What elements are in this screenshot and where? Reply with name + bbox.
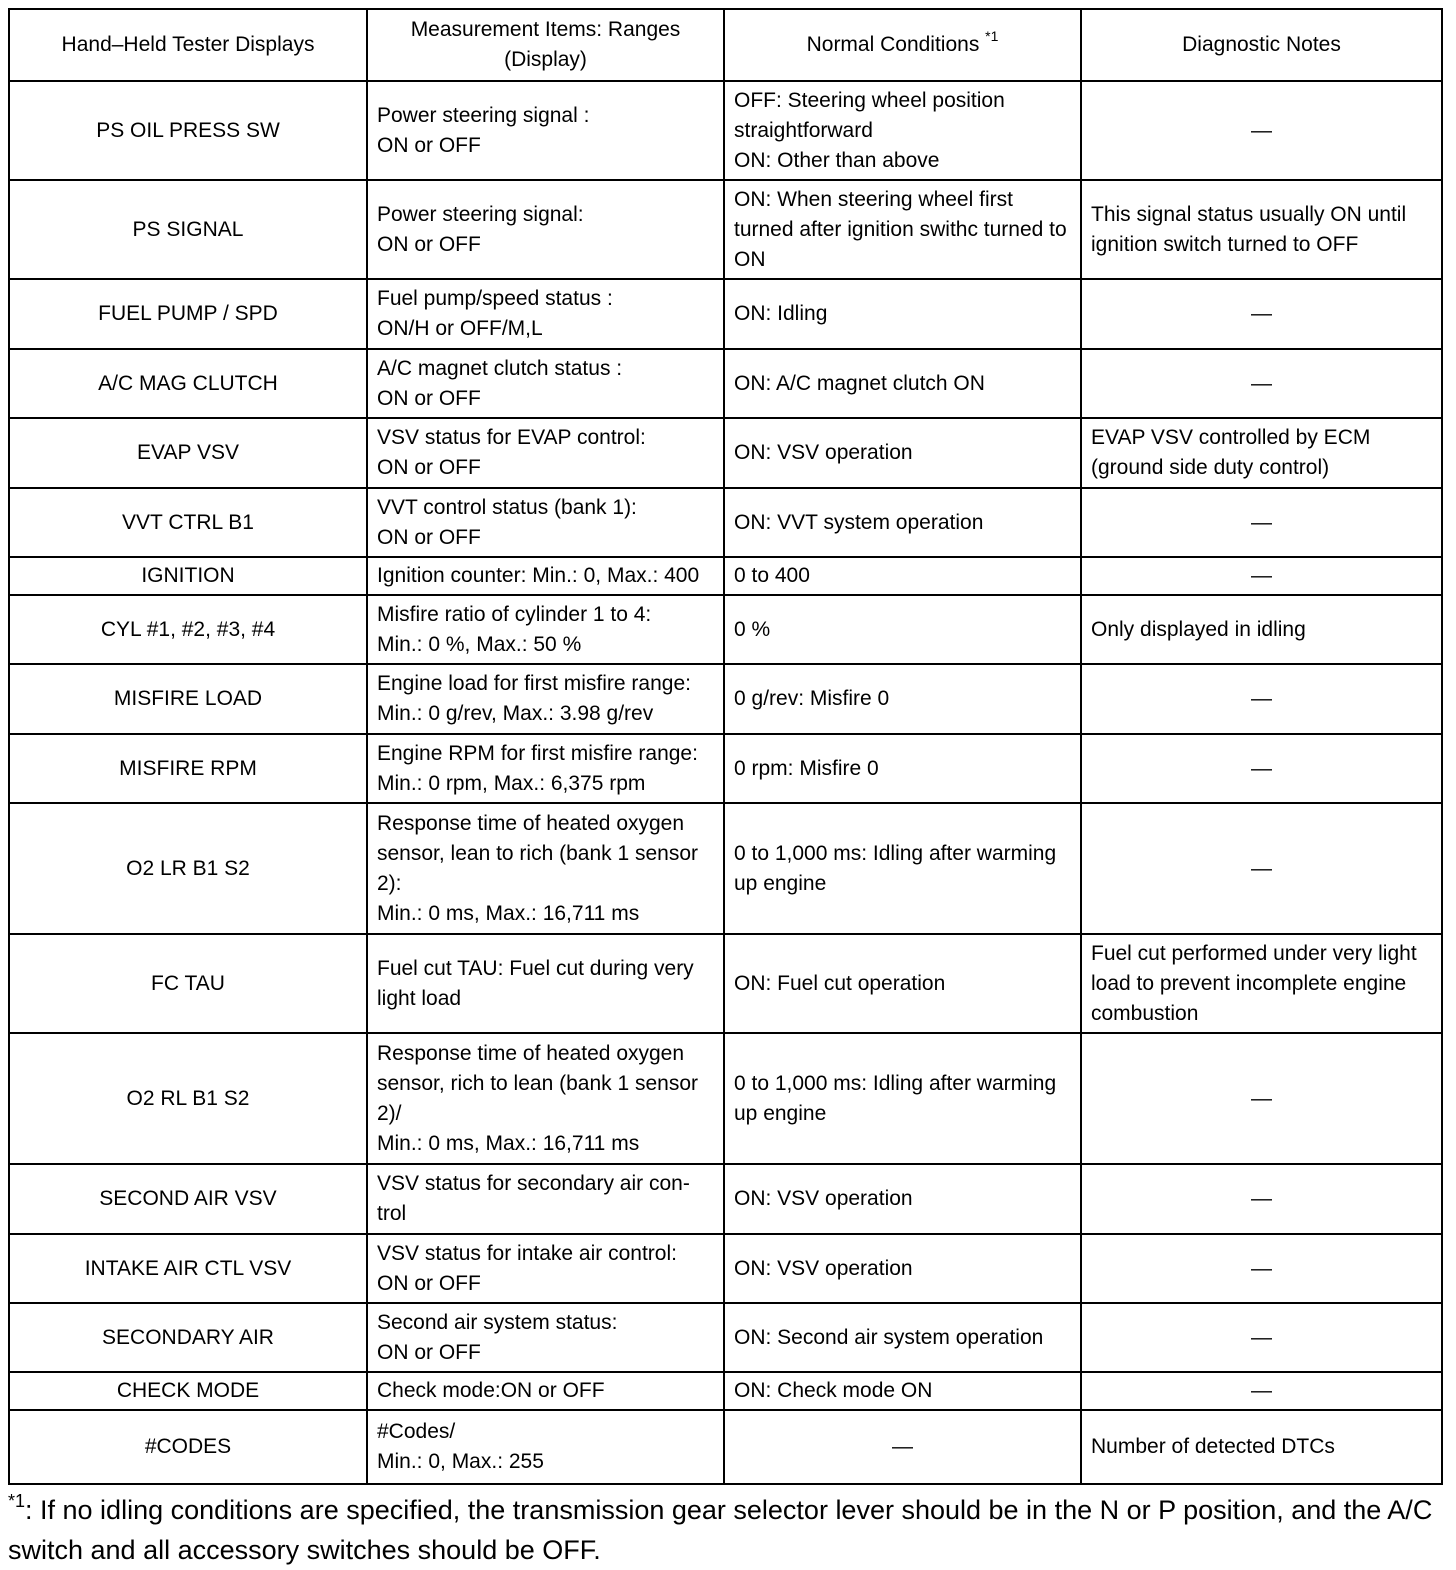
row-diagnostic-note: — — [1081, 803, 1442, 934]
row-measurement-range: Response time of heated oxygen sensor, rich to lean (bank 1 sensor 2)/ Min.: 0 ms, Max.: 16,711 ms — [367, 1033, 724, 1164]
row-normal-condition: OFF: Steering wheel position straightforward ON: Other than above — [724, 81, 1081, 180]
table-row — [9, 1410, 1442, 1484]
row-measurement-range: Response time of heated oxygen sensor, lean to rich (bank 1 sensor 2): Min.: 0 ms, Max.: 16,711 ms — [367, 803, 724, 934]
row-diagnostic-note: — — [1081, 557, 1442, 595]
row-display-name: CHECK MODE — [9, 1372, 367, 1410]
row-normal-condition: ON: When steering wheel first turned after ignition swithc turned to ON — [724, 180, 1081, 279]
row-diagnostic-note: Number of detected DTCs — [1081, 1410, 1442, 1484]
footnote-marker: *1 — [8, 1491, 26, 1511]
table-row — [9, 664, 1442, 734]
row-display-name: INTAKE AIR CTL VSV — [9, 1234, 367, 1303]
row-display-name: MISFIRE RPM — [9, 734, 367, 803]
table-row — [9, 1372, 1442, 1410]
row-normal-condition: 0 g/rev: Misfire 0 — [724, 664, 1081, 734]
row-normal-condition: ON: VVT system operation — [724, 488, 1081, 557]
row-display-name: O2 RL B1 S2 — [9, 1033, 367, 1164]
diagnostic-data-table — [8, 8, 1443, 1485]
row-display-name: SECONDARY AIR — [9, 1303, 367, 1372]
table-row — [9, 1303, 1442, 1372]
header-measurement-items: Measurement Items: Ranges (Display) — [367, 9, 724, 81]
header-normal-conditions-label: Normal Conditions — [806, 33, 986, 56]
row-display-name: CYL #1, #2, #3, #4 — [9, 595, 367, 664]
row-measurement-range: Engine RPM for first misfire range: Min.: 0 rpm, Max.: 6,375 rpm — [367, 734, 724, 803]
header-tester-displays: Hand–Held Tester Displays — [9, 9, 367, 81]
row-diagnostic-note: EVAP VSV controlled by ECM (ground side duty control) — [1081, 418, 1442, 488]
row-diagnostic-note: — — [1081, 1033, 1442, 1164]
row-normal-condition: ON: VSV operation — [724, 418, 1081, 488]
row-measurement-range: Misfire ratio of cylinder 1 to 4: Min.: 0 %, Max.: 50 % — [367, 595, 724, 664]
row-measurement-range: VSV status for EVAP control: ON or OFF — [367, 418, 724, 488]
row-normal-condition: ON: A/C magnet clutch ON — [724, 349, 1081, 418]
row-diagnostic-note: This signal status usually ON until ignition switch turned to OFF — [1081, 180, 1442, 279]
table-row — [9, 595, 1442, 664]
row-normal-condition: 0 rpm: Misfire 0 — [724, 734, 1081, 803]
row-diagnostic-note: — — [1081, 349, 1442, 418]
row-normal-condition: ON: Second air system operation — [724, 1303, 1081, 1372]
row-diagnostic-note: — — [1081, 1234, 1442, 1303]
footnote-text: : If no idling conditions are specified, the transmission gear selector lever should be in the N or P position, and the A/C switch and all accessory switches should be OFF. — [8, 1495, 1433, 1565]
footnote-ref-marker: *1 — [985, 28, 999, 44]
row-measurement-range: Second air system status: ON or OFF — [367, 1303, 724, 1372]
row-diagnostic-note: — — [1081, 279, 1442, 349]
table-row — [9, 1234, 1442, 1303]
table-row — [9, 803, 1442, 934]
row-display-name: #CODES — [9, 1410, 367, 1484]
row-display-name: EVAP VSV — [9, 418, 367, 488]
table-body — [9, 81, 1442, 1484]
row-measurement-range: Power steering signal: ON or OFF — [367, 180, 724, 279]
table-row — [9, 734, 1442, 803]
row-normal-condition: ON: Check mode ON — [724, 1372, 1081, 1410]
row-diagnostic-note: — — [1081, 488, 1442, 557]
row-measurement-range: Check mode:ON or OFF — [367, 1372, 724, 1410]
row-normal-condition: 0 % — [724, 595, 1081, 664]
row-display-name: PS SIGNAL — [9, 180, 367, 279]
table-row — [9, 418, 1442, 488]
table-row — [9, 349, 1442, 418]
row-display-name: FC TAU — [9, 934, 367, 1033]
row-diagnostic-note: — — [1081, 1303, 1442, 1372]
row-measurement-range: Fuel cut TAU: Fuel cut during very light load — [367, 934, 724, 1033]
table-row — [9, 180, 1442, 279]
row-measurement-range: VSV status for secondary air con- trol — [367, 1164, 724, 1234]
row-display-name: IGNITION — [9, 557, 367, 595]
row-display-name: MISFIRE LOAD — [9, 664, 367, 734]
row-normal-condition: ON: VSV operation — [724, 1164, 1081, 1234]
row-measurement-range: Power steering signal : ON or OFF — [367, 81, 724, 180]
row-diagnostic-note: — — [1081, 1164, 1442, 1234]
table-row — [9, 279, 1442, 349]
header-diagnostic-notes: Diagnostic Notes — [1081, 9, 1442, 81]
table-row — [9, 1164, 1442, 1234]
row-display-name: A/C MAG CLUTCH — [9, 349, 367, 418]
row-display-name: FUEL PUMP / SPD — [9, 279, 367, 349]
row-display-name: VVT CTRL B1 — [9, 488, 367, 557]
table-row — [9, 81, 1442, 180]
row-normal-condition: ON: Idling — [724, 279, 1081, 349]
table-row — [9, 934, 1442, 1033]
row-normal-condition: ON: Fuel cut operation — [724, 934, 1081, 1033]
row-diagnostic-note: — — [1081, 734, 1442, 803]
table-row — [9, 557, 1442, 595]
row-measurement-range: A/C magnet clutch status : ON or OFF — [367, 349, 724, 418]
row-measurement-range: #Codes/ Min.: 0, Max.: 255 — [367, 1410, 724, 1484]
row-measurement-range: Ignition counter: Min.: 0, Max.: 400 — [367, 557, 724, 595]
row-measurement-range: Engine load for first misfire range: Min.: 0 g/rev, Max.: 3.98 g/rev — [367, 664, 724, 734]
row-normal-condition: ON: VSV operation — [724, 1234, 1081, 1303]
table-row — [9, 1033, 1442, 1164]
row-normal-condition: 0 to 1,000 ms: Idling after warming up engine — [724, 803, 1081, 934]
header-normal-conditions — [724, 9, 1081, 81]
table-header-row — [9, 9, 1442, 81]
footnote — [8, 1490, 1448, 1570]
row-diagnostic-note: Fuel cut performed under very light load to prevent incomplete engine combustion — [1081, 934, 1442, 1033]
row-normal-condition: — — [724, 1410, 1081, 1484]
row-measurement-range: VVT control status (bank 1): ON or OFF — [367, 488, 724, 557]
row-display-name: O2 LR B1 S2 — [9, 803, 367, 934]
row-measurement-range: VSV status for intake air control: ON or OFF — [367, 1234, 724, 1303]
row-diagnostic-note: Only displayed in idling — [1081, 595, 1442, 664]
row-diagnostic-note: — — [1081, 664, 1442, 734]
row-normal-condition: 0 to 400 — [724, 557, 1081, 595]
row-display-name: PS OIL PRESS SW — [9, 81, 367, 180]
row-display-name: SECOND AIR VSV — [9, 1164, 367, 1234]
row-diagnostic-note: — — [1081, 81, 1442, 180]
row-normal-condition: 0 to 1,000 ms: Idling after warming up engine — [724, 1033, 1081, 1164]
table-row — [9, 488, 1442, 557]
row-measurement-range: Fuel pump/speed status : ON/H or OFF/M,L — [367, 279, 724, 349]
row-diagnostic-note: — — [1081, 1372, 1442, 1410]
